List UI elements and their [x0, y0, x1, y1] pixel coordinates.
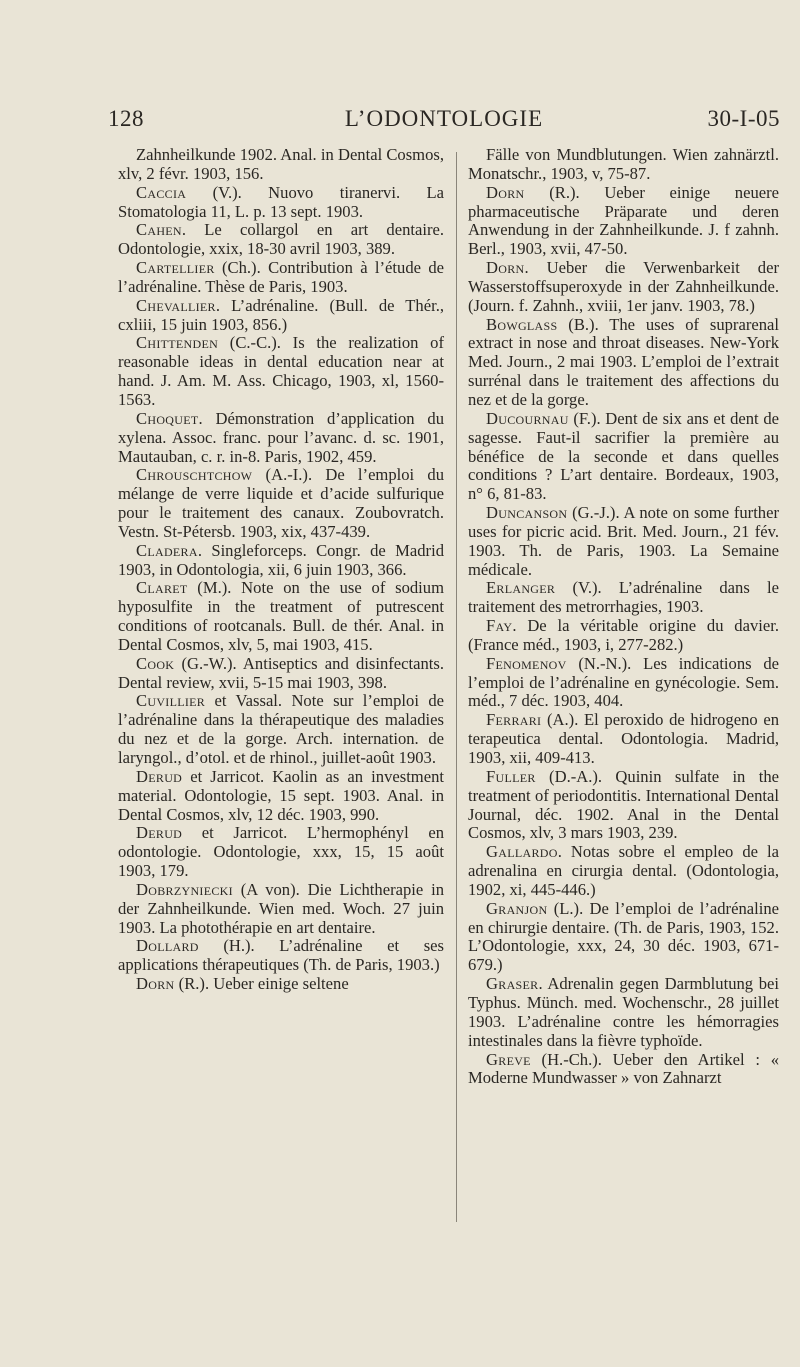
entry-text: (M.). Note on the use of sodium hyposulfite in the treatment of putrescent conditions of rootcanals. Bull. de thér. Anal. in Dental Cosmos, xlv, 5, mai 1903, 415. — [118, 578, 444, 654]
entry-author: Cladera — [136, 540, 198, 560]
entry-author: Ducournau — [486, 408, 569, 428]
bibliography-entry — [118, 768, 444, 825]
bibliography-entry — [468, 316, 779, 410]
bibliography-entry — [118, 146, 444, 184]
entry-author: Graser — [486, 974, 539, 994]
entry-text: et Jarricot. L’hermophényl en odontologie. Odontologie, xxx, 15, 15 août 1903, 179. — [118, 823, 444, 881]
bibliography-entry — [118, 466, 444, 541]
bibliography-entry — [468, 579, 779, 617]
bibliography-entry — [118, 579, 444, 654]
bibliography-entry — [468, 843, 779, 900]
entry-author: Fay — [486, 616, 513, 636]
issue-date: 30-I-05 — [707, 106, 780, 131]
entry-text: et Vassal. Note sur l’emploi de l’adrénaline dans la thérapeutique des maladies du nez et de la gorge. Arch. internation. de laryngol., d’otol. et de rhinol., juillet-août 1903. — [118, 691, 444, 767]
bibliography-entry — [118, 259, 444, 297]
bibliography-entry — [468, 617, 779, 655]
bibliography-entry — [118, 824, 444, 881]
entry-author: Cook — [136, 653, 175, 673]
bibliography-entry — [468, 504, 779, 579]
entry-author: Granjon — [486, 898, 548, 918]
entry-author: Derud — [136, 823, 183, 843]
entry-author: Claret — [136, 578, 188, 598]
entry-author: Dorn — [136, 974, 175, 994]
entry-text: (A.). El peroxido de hidrogeno en terapeutica dental. Odontologia. Madrid, 1903, xii, 409-413. — [468, 710, 779, 767]
page-number: 128 — [108, 106, 144, 131]
entry-text: . Le collargol en art dentaire. Odontologie, xxix, 18-30 avril 1903, 389. — [118, 220, 444, 259]
entry-text: (F.). Dent de six ans et dent de sagesse. Faut-il sacrifier la première au bénéfice de la seconde et dans quelles conditions ? L’art dentaire. Bordeaux, 1903, n° 6, 81-83. — [468, 408, 779, 504]
bibliography-entry — [118, 334, 444, 409]
entry-text: . Ueber die Verwenbarkeit der Wasserstoffsuperoxyde in der Zahnheilkunde. (Journ. f. Zahnh., xviii, 1er janv. 1903, 78.) — [468, 258, 779, 315]
entry-text: (L.). De l’emploi de l’adrénaline en chirurgie dentaire. (Th. de Paris, 1903, 152. L’Odontologie, xxx, 24, 30 déc. 1903, 671-679.) — [468, 898, 779, 975]
entry-text: . De la véritable origine du davier. (France méd., 1903, i, 277-282.) — [468, 616, 779, 654]
bibliography-entry — [468, 768, 779, 843]
entry-author: Fenomenov — [486, 653, 567, 673]
entry-author: Gallardo — [486, 842, 558, 862]
entry-author: Dollard — [136, 936, 199, 956]
entry-author: Chittenden — [136, 333, 219, 353]
entry-author: Dorn — [486, 258, 525, 278]
bibliography-entry — [468, 711, 779, 768]
entry-author: Fuller — [486, 766, 536, 786]
entry-text: (H.-Ch.). Ueber den Artikel : « Moderne Mundwasser » von Zahnarzt — [468, 1049, 779, 1088]
bibliography-entry — [118, 975, 444, 994]
entry-author: Caccia — [136, 182, 187, 202]
entry-author: Erlanger — [486, 578, 556, 598]
running-title: L’ODONTOLOGIE — [344, 106, 544, 131]
entry-text: (G.-W.). Antiseptics and disinfectants. Dental review, xvii, 5-15 mai 1903, 398. — [118, 653, 444, 692]
entry-text: . Adrenalin gegen Darmblutung bei Typhus. Münch. med. Wochenschr., 28 juillet 1903. L’adrénaline contre les hémorragies intestinales dans la fièvre typhoïde. — [468, 974, 779, 1050]
entry-author: Ferrari — [486, 710, 542, 730]
bibliography-entry — [468, 410, 779, 504]
bibliography-entry — [468, 259, 779, 316]
entry-author: Cahen — [136, 220, 182, 240]
entry-author: Bowglass — [486, 314, 558, 334]
bibliography-entry — [118, 542, 444, 580]
bibliography-entry — [118, 410, 444, 467]
entry-text: . Singleforceps. Congr. de Madrid 1903, in Odontologia, xii, 6 juin 1903, 366. — [118, 540, 444, 579]
right-column — [468, 146, 779, 1088]
entry-text: Fälle von Mundblutungen. Wien zahnärztl. Monatschr., 1903, v, 75-87. — [468, 145, 779, 183]
entry-author: Dobrzyniecki — [136, 879, 233, 899]
entry-author: Cartellier — [136, 258, 215, 278]
entry-text: (A von). Die Lichtherapie in der Zahnheilkunde. Wien med. Woch. 27 juin 1903. La photothérapie en art dentaire. — [118, 879, 444, 937]
entry-text: (V.). L’adrénaline dans le traitement des metrorrhagies, 1903. — [468, 578, 779, 617]
entry-author: Derud — [136, 766, 183, 786]
bibliography-entry — [118, 221, 444, 259]
entry-text: (Ch.). Contribution à l’étude de l’adrénaline. Thèse de Paris, 1903. — [118, 258, 444, 296]
bibliography-entry — [118, 655, 444, 693]
bibliography-entry — [468, 655, 779, 712]
bibliography-entry — [118, 692, 444, 767]
bibliography-entry — [468, 1051, 779, 1089]
column-divider — [456, 152, 457, 1222]
bibliography-entry — [118, 881, 444, 938]
bibliography-entry — [468, 975, 779, 1050]
bibliography-entry — [118, 937, 444, 975]
bibliography-entry — [118, 297, 444, 335]
entry-text: (A.-I.). De l’emploi du mélange de verre liquide et d’acide sulfurique pour le traitement des canaux. Zoubovratch. Vestn. St-Pétersb. 1903, xix, 437-439. — [118, 465, 444, 541]
entry-text: (R.). Ueber einige seltene — [174, 974, 349, 994]
entry-text: et Jarricot. Kaolin as an investment material. Odontologie, 15 sept. 1903. Anal. in Dental Cosmos, xlv, 12 déc. 1903, 990. — [118, 766, 444, 824]
entry-text: . L’adrénaline. (Bull. de Thér., cxliii, 15 juin 1903, 856.) — [118, 295, 444, 334]
entry-author: Chrouschtchow — [136, 465, 253, 485]
entry-author: Greve — [486, 1049, 531, 1069]
entry-text: (H.). L’adrénaline et ses applications thérapeutiques (Th. de Paris, 1903.) — [118, 936, 444, 975]
entry-text: (B.). The uses of suprarenal extract in nose and throat diseases. New-York Med. Journ., 2 mai 1903. L’emploi de l’extrait surrénal dans le traitement des affections du nez et de la gorge. — [468, 314, 779, 409]
entry-text: . Notas sobre el empleo de la adrenalina en cirurgia dental. (Odontologia, 1902, xi, 445-446.) — [468, 842, 779, 899]
entry-text: (D.-A.). Quinin sulfate in the treatment of periodontitis. International Dental Journal, déc. 1902. Anal in the Dental Cosmos, xlv, 3 mars 1903, 239. — [468, 766, 779, 843]
entry-text: (G.-J.). A note on some further uses for picric acid. Brit. Med. Journ., 21 fév. 1903. Th. de Paris, 1903. La Semaine médicale. — [468, 503, 779, 579]
entry-text: (R.). Ueber einige neuere pharmaceutische Präparate und deren Anwendung in der Zahnheilkunde. J. f zahnh. Berl., 1903, xvii, 47-50. — [468, 182, 779, 259]
page-header — [108, 106, 780, 140]
entry-author: Choquet — [136, 408, 199, 428]
entry-text: Zahnheilkunde 1902. Anal. in Dental Cosmos, xlv, 2 févr. 1903, 156. — [118, 145, 444, 183]
bibliography-entry — [468, 146, 779, 184]
entry-author: Cuvillier — [136, 691, 206, 711]
entry-text: (C.-C.). Is the realization of reasonable ideas in dental education near at hand. J. Am. M. Ass. Chicago, 1903, xl, 1560-1563. — [118, 333, 444, 409]
entry-author: Chevallier — [136, 295, 216, 315]
entry-text: (V.). Nuovo tiranervi. La Stomatologia 11, L. p. 13 sept. 1903. — [118, 182, 444, 221]
entry-author: Duncanson — [486, 503, 568, 523]
entry-text: . Démonstration d’application du xylena. Assoc. franc. pour l’avanc. d. sc. 1901, Mautauban, c. r. in-8. Paris, 1902, 459. — [118, 408, 444, 466]
bibliography-entry — [468, 184, 779, 259]
bibliography-entry — [118, 184, 444, 222]
entry-text: (N.-N.). Les indications de l’emploi de l’adrénaline en gynécologie. Sem. méd., 7 déc. 1903, 404. — [468, 653, 779, 711]
bibliography-entry — [468, 900, 779, 975]
left-column — [118, 146, 444, 994]
entry-author: Dorn — [486, 182, 525, 202]
